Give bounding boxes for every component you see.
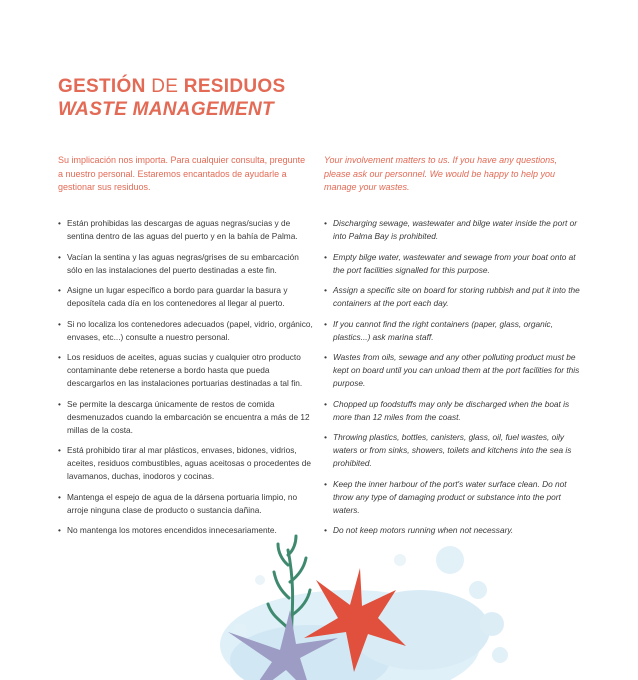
rules-list-english: [324, 217, 580, 545]
list-item: • Están prohibidas las descargas de aguas negras/sucias y de sentina dentro de las aguas del puerto y en la bahía de Palma.: [58, 217, 316, 243]
list-item: • Do not keep motors running when not necessary.: [324, 524, 580, 537]
list-item: • Está prohibido tirar al mar plásticos, envases, bidones, vidrios, aceites, residuos combustibles, aguas aceitosas o procedentes de lavamanos, duchas, inodoros y cocinas.: [58, 444, 316, 483]
page-title: [58, 76, 285, 98]
title-part-3: RESIDUOS: [183, 76, 286, 97]
list-item: • Vacían la sentina y las aguas negras/grises de su embarcación sólo en las instalaciones del puerto destinadas a este fin.: [58, 251, 316, 277]
list-item: • Keep the inner harbour of the port's water surface clean. Do not throw any type of damaging product or substance into the port waters.: [324, 478, 580, 517]
list-item: • No mantenga los motores encendidos innecesariamente.: [58, 524, 316, 537]
list-item: • Chopped up foodstuffs may only be discharged when the boat is more than 12 miles from the coast.: [324, 398, 580, 424]
title-part-1: GESTIÓN: [58, 76, 146, 97]
title-part-2: DE: [151, 76, 179, 97]
list-item: • Throwing plastics, bottles, canisters, glass, oil, fuel wastes, oily waters or from sinks, showers, toilets and kitchens into the sea is prohibited.: [324, 431, 580, 470]
intro-english: Your involvement matters to us. If you have any questions, please ask our personnel. We would be happy to help you manage your wastes.: [324, 155, 558, 192]
list-item: • If you cannot find the right containers (paper, glass, organic, plastics...) ask marina staff.: [324, 318, 580, 344]
list-item: • Wastes from oils, sewage and any other polluting product must be kept on board until you can unload them at the port facilities for this purpose.: [324, 351, 580, 390]
page-subtitle: WASTE MANAGEMENT: [58, 99, 274, 120]
list-item: • Discharging sewage, wastewater and bilge water inside the port or into Palma Bay is prohibited.: [324, 217, 580, 243]
sea-life-illustration: [200, 520, 560, 680]
list-item: • Si no localiza los contenedores adecuados (papel, vidrio, orgánico, envases, etc...) consulte a nuestro personal.: [58, 318, 316, 344]
rules-list-spanish: [58, 217, 316, 545]
list-item: • Asigne un lugar específico a bordo para guardar la basura y deposítela cada día en los contenedores al llegar al puerto.: [58, 284, 316, 310]
list-item: • Los residuos de aceites, aguas sucias y cualquier otro producto contaminante debe retenerse a bordo hasta que pueda descargarlos en las instalaciones portuarias destinadas a tal fin.: [58, 351, 316, 390]
intro-spanish: Su implicación nos importa. Para cualquier consulta, pregunte a nuestro personal. Estaremos encantados de ayudarle a gestionar sus residuos.: [58, 155, 306, 192]
list-item: • Mantenga el espejo de agua de la dársena portuaria limpio, no arroje ninguna clase de producto o sustancia dañina.: [58, 491, 316, 517]
list-item: • Assign a specific site on board for storing rubbish and put it into the containers at the port each day.: [324, 284, 580, 310]
list-item: • Empty bilge water, wastewater and sewage from your boat onto at the port facilities signalled for this purpose.: [324, 251, 580, 277]
list-item: • Se permite la descarga únicamente de restos de comida desmenuzados cuando la embarcación se encuentra a más de 12 millas de la costa.: [58, 398, 316, 437]
